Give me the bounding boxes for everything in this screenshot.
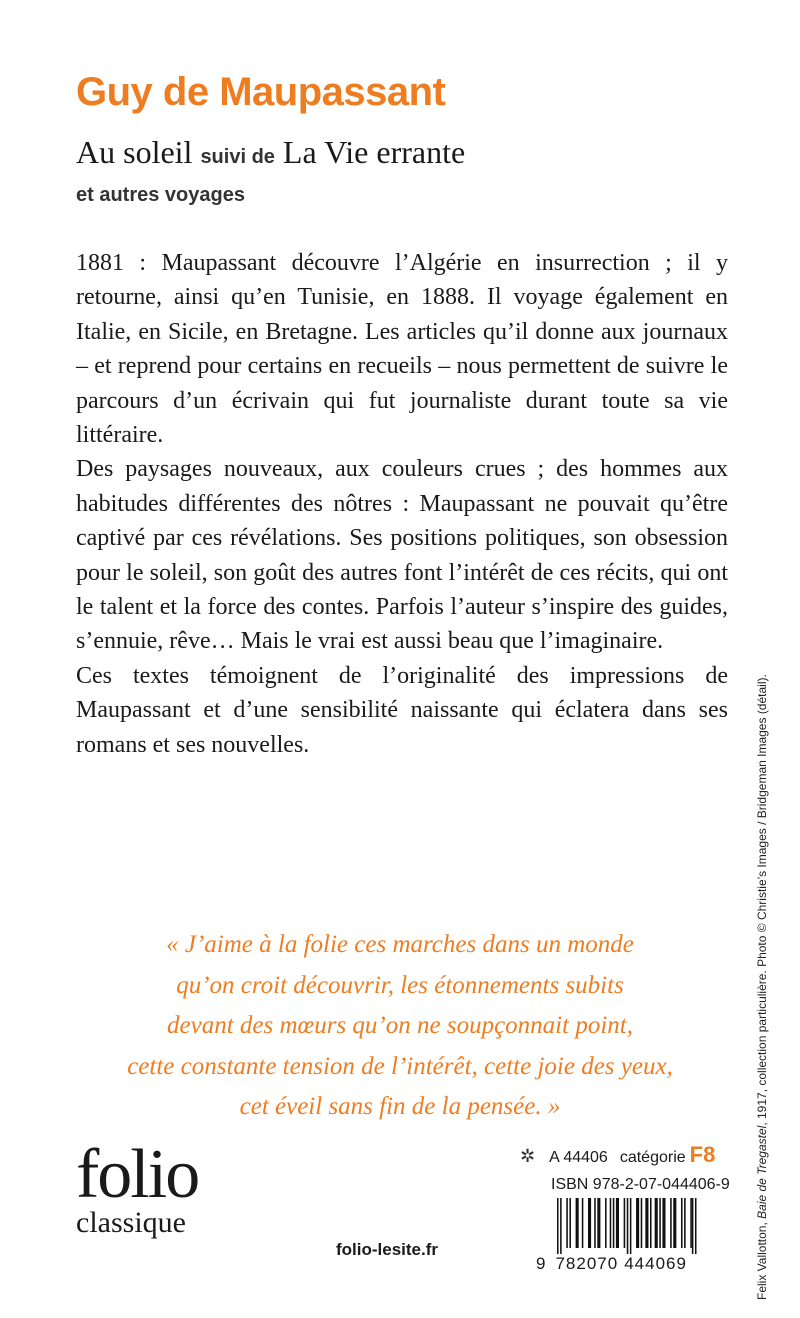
barcode-bar <box>645 1198 648 1248</box>
barcode <box>557 1198 725 1254</box>
barcode-bar <box>616 1198 619 1248</box>
quote-line: devant des mœurs qu’on ne soupçonnait point, <box>167 1012 633 1039</box>
title-connector: suivi de <box>200 146 275 168</box>
author-name: Guy de Maupassant <box>76 70 446 114</box>
barcode-bar <box>690 1198 692 1248</box>
blurb-paragraph: 1881 : Maupassant découvre l’Algérie en insurrection ; il y retourne, ainsi qu’en Tunisie, en 1888. Il voyage également en Italie, en Sicile, en Bretagne. Les articles qu’il donne aux journaux – et reprend pour certains en recueils – nous permettent de suivre le parcours d’un écrivain qui fut journaliste durant toute sa vie littéraire. <box>76 250 728 449</box>
barcode-bar <box>641 1198 643 1248</box>
quote-line: qu’on croit découvrir, les étonnements subits <box>176 971 624 999</box>
barcode-group-2: 444069 <box>624 1254 687 1273</box>
gallimard-star-icon: ✲ <box>520 1146 536 1166</box>
barcode-bar <box>557 1198 559 1254</box>
barcode-bar <box>681 1198 683 1248</box>
barcode-bar <box>576 1198 579 1248</box>
quote-line: « J’aime à la folie ces marches dans un monde <box>166 931 634 958</box>
barcode-bar <box>627 1198 629 1254</box>
barcode-bar <box>659 1198 661 1248</box>
barcode-bar <box>560 1198 562 1254</box>
barcode-bar <box>695 1198 697 1254</box>
category-label: catégorie <box>619 1149 686 1166</box>
quote-line: cet éveil sans fin de la pensée. » <box>239 1093 561 1120</box>
barcode-bar <box>582 1198 584 1248</box>
barcode-bar <box>569 1198 571 1248</box>
barcode-bar <box>588 1198 591 1248</box>
barcode-bar <box>655 1198 658 1248</box>
barcode-digits <box>536 1254 687 1274</box>
blurb-paragraph: Des paysages nouveaux, aux couleurs crues ; des hommes aux habitudes différentes des nôtres : Maupassant ne pouvait qu’être captivé par ces révélations. Ses positions politiques, son obsession pour le soleil, son goût des autres font l’intérêt de ces récits, qui ont le talent et la force des contes. Parfois l’auteur s’inspire des guides, s’ennuie, rêve… Mais le vrai est aussi beau que l’imaginaire. <box>76 456 728 655</box>
quotation <box>80 925 720 1128</box>
barcode-bar <box>650 1198 652 1248</box>
blurb-paragraph: Ces textes témoignent de l’originalité des impressions de Maupassant et d’une sensibilité naissante qui éclatera dans ses romans et ses nouvelles. <box>76 662 728 758</box>
barcode-bar <box>673 1198 676 1248</box>
logo-classique: classique <box>76 1206 186 1239</box>
logo-folio: folio <box>76 1136 199 1213</box>
folio-classique-logo <box>76 1136 199 1240</box>
book-title-2: La Vie errante <box>282 134 466 170</box>
barcode-bar <box>610 1198 612 1248</box>
barcode-bar <box>597 1198 600 1248</box>
blurb <box>76 246 728 762</box>
publisher-website: folio-lesite.fr <box>336 1240 439 1259</box>
credit-artist: Felix Vallotton, <box>755 1218 769 1300</box>
credit-work: Baie de Tregastel <box>755 1125 769 1219</box>
isbn: ISBN 978-2-07-044406-9 <box>551 1176 730 1193</box>
barcode-bar <box>670 1198 672 1248</box>
barcode-bar <box>662 1198 665 1248</box>
credit-rest: , 1917, collection particulière. Photo © Christie’s Images / Bridgeman Images (détail). <box>755 674 769 1126</box>
book-subtitle: et autres voyages <box>76 184 245 206</box>
catalog-info <box>520 1142 715 1168</box>
quote-line: cette constante tension de l’intérêt, cette joie des yeux, <box>127 1052 673 1080</box>
catalog-code: A 44406 <box>549 1149 608 1166</box>
barcode-bar <box>613 1198 615 1248</box>
photo-credit <box>755 0 769 1300</box>
barcode-bar <box>624 1198 626 1248</box>
barcode-bar <box>566 1198 568 1248</box>
barcode-bar <box>636 1198 639 1248</box>
barcode-bar <box>630 1198 632 1254</box>
barcode-first-digit: 9 <box>536 1254 546 1273</box>
barcode-bar <box>605 1198 607 1248</box>
barcode-bar <box>692 1198 694 1254</box>
category-code: F8 <box>689 1142 716 1167</box>
barcode-bar <box>594 1198 596 1248</box>
barcode-bar <box>684 1198 686 1248</box>
barcode-group-1: 782070 <box>555 1254 619 1273</box>
title-line <box>76 134 465 171</box>
book-title: Au soleil <box>76 134 193 170</box>
